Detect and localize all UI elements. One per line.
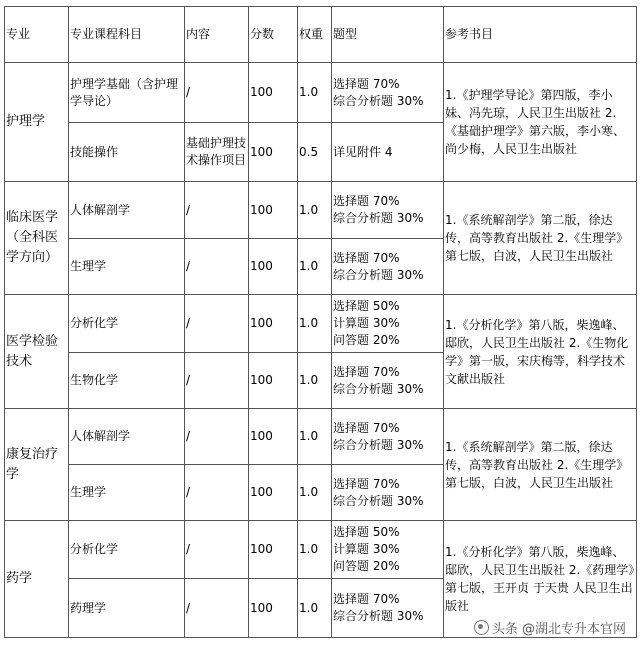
major-cell: 护理学 <box>5 63 69 182</box>
weight-cell: 1.0 <box>298 353 332 409</box>
question-type-line: 问答题 20% <box>333 559 400 573</box>
header-content: 内容 <box>185 7 249 63</box>
score-cell: 100 <box>249 63 298 123</box>
score-cell: 100 <box>249 579 298 638</box>
question-type-line: 综合分析题 30% <box>333 437 424 452</box>
content-cell: / <box>185 465 249 521</box>
question-type-cell <box>332 409 444 465</box>
exam-subjects-table <box>4 6 637 638</box>
header-major: 专业 <box>5 7 69 63</box>
question-type-cell <box>332 295 444 353</box>
score-cell: 100 <box>249 182 298 239</box>
header-course: 专业课程科目 <box>69 7 185 63</box>
watermark <box>474 618 626 637</box>
course-cell: 生理学 <box>69 465 185 521</box>
question-type-line: 选择题 70% <box>333 76 400 91</box>
course-cell: 生物化学 <box>69 353 185 409</box>
weight-cell: 1.0 <box>298 182 332 239</box>
weight-cell: 1.0 <box>298 239 332 295</box>
content-cell: / <box>185 521 249 579</box>
weight-cell: 1.0 <box>298 63 332 123</box>
course-cell: 分析化学 <box>69 521 185 579</box>
weight-cell: 1.0 <box>298 295 332 353</box>
question-type-cell <box>332 521 444 579</box>
major-cell: 临床医学（全科医学方向） <box>5 182 69 295</box>
question-type-line: 选择题 70% <box>333 364 400 379</box>
question-type-line: 计算题 30% <box>333 542 400 556</box>
table-row <box>5 409 637 465</box>
reference-books-cell: 1.《系统解剖学》第二版，徐达传，高等教育出版社 2.《生理学》第七版，白波，人民卫生出版社 <box>444 409 637 521</box>
header-weight: 权重 <box>298 7 332 63</box>
reference-books-cell: 1.《护理学导论》第四版，李小妹、冯先琼，人民卫生出版社 2.《基础护理学》第六版，李小寒、尚少梅，人民卫生出版社 <box>444 63 637 182</box>
header-score: 分数 <box>249 7 298 63</box>
score-cell: 100 <box>249 239 298 295</box>
header-question-type: 题型 <box>332 7 444 63</box>
question-type-cell <box>332 579 444 638</box>
question-type-cell <box>332 465 444 521</box>
question-type-line: 选择题 70% <box>333 592 400 606</box>
question-type-line: 选择题 70% <box>333 250 400 265</box>
content-cell: 基础护理技术操作项目 <box>185 123 249 182</box>
paw-logo-icon <box>474 620 489 635</box>
question-type-line: 综合分析题 30% <box>333 609 424 623</box>
content-cell: / <box>185 579 249 638</box>
course-cell: 生理学 <box>69 239 185 295</box>
question-type-line: 综合分析题 30% <box>333 493 424 508</box>
weight-cell: 0.5 <box>298 123 332 182</box>
score-cell: 100 <box>249 409 298 465</box>
question-type-line: 选择题 50% <box>333 299 400 313</box>
course-cell: 护理学基础（含护理学导论） <box>69 63 185 123</box>
content-cell: / <box>185 409 249 465</box>
table-row <box>5 521 637 579</box>
content-cell: / <box>185 182 249 239</box>
content-cell: / <box>185 353 249 409</box>
question-type-line: 选择题 70% <box>333 194 400 208</box>
question-type-line: 详见附件 4 <box>333 144 393 159</box>
weight-cell: 1.0 <box>298 521 332 579</box>
question-type-line: 选择题 70% <box>333 420 400 435</box>
question-type-line: 计算题 30% <box>333 316 400 330</box>
score-cell: 100 <box>249 465 298 521</box>
reference-books-cell: 1.《分析化学》第八版，柴逸峰、邸欣，人民卫生出版社 2.《药理学》第七版，王开贞 于天贵 人民卫生出版社 <box>444 521 637 638</box>
major-cell: 医学检验技术 <box>5 295 69 409</box>
weight-cell: 1.0 <box>298 579 332 638</box>
question-type-cell <box>332 239 444 295</box>
major-cell: 药学 <box>5 521 69 638</box>
table-row <box>5 182 637 239</box>
course-cell: 技能操作 <box>69 123 185 182</box>
question-type-cell <box>332 123 444 182</box>
course-cell: 药理学 <box>69 579 185 638</box>
content-cell: / <box>185 239 249 295</box>
content-cell: / <box>185 63 249 123</box>
question-type-line: 综合分析题 30% <box>333 267 424 282</box>
reference-books-cell: 1.《系统解剖学》第二版，徐达传，高等教育出版社 2.《生理学》第七版，白波，人民卫生出版社 <box>444 182 637 295</box>
table-row <box>5 63 637 123</box>
watermark-text: 头条 @湖北专升本官网 <box>491 622 626 637</box>
major-cell: 康复治疗学 <box>5 409 69 521</box>
course-cell: 人体解剖学 <box>69 409 185 465</box>
question-type-cell <box>332 353 444 409</box>
score-cell: 100 <box>249 521 298 579</box>
weight-cell: 1.0 <box>298 409 332 465</box>
question-type-line: 综合分析题 30% <box>333 211 424 225</box>
header-row <box>5 7 637 63</box>
question-type-line: 选择题 70% <box>333 476 400 491</box>
question-type-cell <box>332 182 444 239</box>
question-type-line: 问答题 20% <box>333 333 400 347</box>
weight-cell: 1.0 <box>298 465 332 521</box>
question-type-line: 综合分析题 30% <box>333 381 424 396</box>
table-row <box>5 295 637 353</box>
score-cell: 100 <box>249 353 298 409</box>
question-type-line: 综合分析题 30% <box>333 93 424 108</box>
question-type-line: 选择题 50% <box>333 525 400 539</box>
question-type-cell <box>332 63 444 123</box>
reference-books-cell: 1.《分析化学》第八版，柴逸峰、邸欣，人民卫生出版社 2.《生物化学》第一版，宋庆梅等，科学技术文献出版社 <box>444 295 637 409</box>
header-reference-books: 参考书目 <box>444 7 637 63</box>
score-cell: 100 <box>249 123 298 182</box>
content-cell: / <box>185 295 249 353</box>
course-cell: 分析化学 <box>69 295 185 353</box>
course-cell: 人体解剖学 <box>69 182 185 239</box>
score-cell: 100 <box>249 295 298 353</box>
